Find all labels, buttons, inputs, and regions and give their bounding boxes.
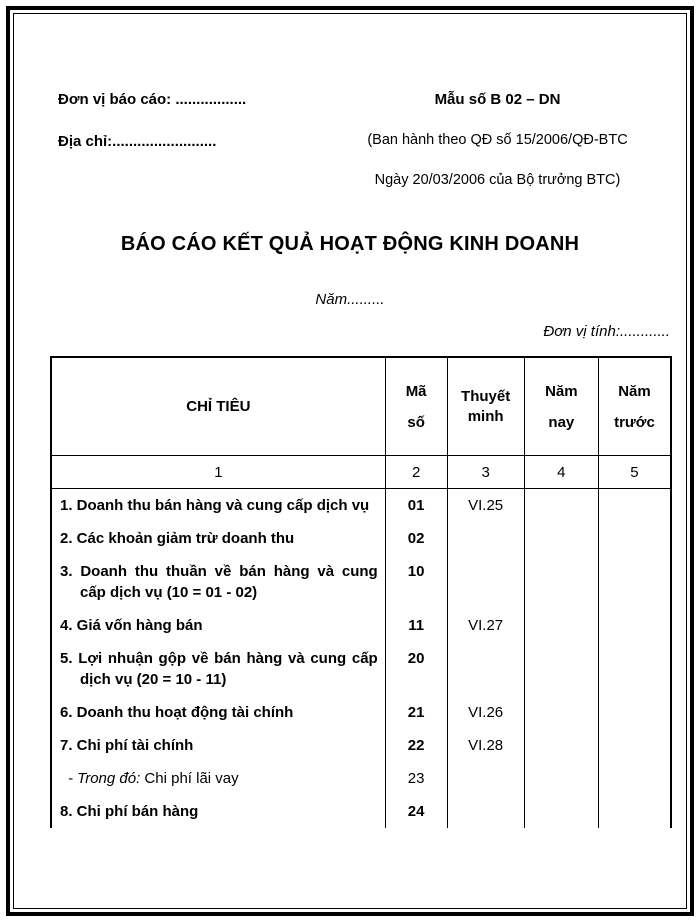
col-num-3: 3	[448, 456, 525, 488]
row-code: 23	[386, 762, 448, 795]
row-current-year-value	[525, 696, 599, 729]
row-note: VI.26	[448, 696, 525, 729]
row-note	[448, 795, 525, 828]
col-num-1: 1	[52, 456, 386, 488]
row-previous-year-value	[599, 642, 670, 696]
currency-unit-field: Đơn vị tính:............	[543, 323, 670, 340]
row-code: 01	[386, 489, 448, 522]
table-header-row	[52, 358, 670, 456]
row-current-year-value	[525, 522, 599, 555]
header-note: Thuyết minh	[448, 358, 525, 455]
issued-line-1: (Ban hành theo QĐ số 15/2006/QĐ-BTC	[367, 132, 628, 148]
row-code: 22	[386, 729, 448, 762]
row-previous-year-value	[599, 762, 670, 795]
row-code: 20	[386, 642, 448, 696]
row-previous-year-value	[599, 795, 670, 828]
row-previous-year-value	[599, 729, 670, 762]
col-num-4: 4	[525, 456, 599, 488]
row-code: 21	[386, 696, 448, 729]
table-row: 5. Lợi nhuận gộp về bán hàng và cung cấp dịch vụ (20 = 10 - 11) 20	[52, 642, 670, 696]
table-row: 2. Các khoản giảm trừ doanh thu 02	[52, 522, 670, 555]
header-current-year: Năm nay	[525, 358, 599, 455]
row-current-year-value	[525, 729, 599, 762]
page-title: BÁO CÁO KẾT QUẢ HOẠT ĐỘNG KINH DOANH	[120, 233, 580, 255]
row-previous-year-value	[599, 696, 670, 729]
issued-line-2: Ngày 20/03/2006 của Bộ trưởng BTC)	[374, 172, 621, 188]
row-current-year-value	[525, 609, 599, 642]
table-row: 6. Doanh thu hoạt động tài chính 21 VI.26	[52, 696, 670, 729]
row-note: VI.28	[448, 729, 525, 762]
form-number: Mẫu số B 02 – DN	[434, 91, 561, 108]
row-note	[448, 762, 525, 795]
income-statement-table	[50, 356, 672, 828]
table-row: 4. Giá vốn hàng bán 11 VI.27	[52, 609, 670, 642]
row-previous-year-value	[599, 522, 670, 555]
row-note	[448, 642, 525, 696]
row-code: 24	[386, 795, 448, 828]
year-field: Năm.........	[315, 291, 385, 308]
header-left-block	[58, 86, 246, 170]
column-number-row	[52, 456, 670, 489]
row-note	[448, 555, 525, 609]
address-field: Địa chỉ:.........................	[58, 133, 217, 150]
table-row: 3. Doanh thu thuần về bán hàng và cung cấp dịch vụ (10 = 01 - 02) 10	[52, 555, 670, 609]
row-code: 11	[386, 609, 448, 642]
table-row: 1. Doanh thu bán hàng và cung cấp dịch vụ 01 VI.25	[52, 489, 670, 522]
row-code: 10	[386, 555, 448, 609]
row-note: VI.25	[448, 489, 525, 522]
table-body	[52, 489, 670, 828]
row-note	[448, 522, 525, 555]
table-row: - Trong đó: Chi phí lãi vay 23	[52, 762, 670, 795]
row-current-year-value	[525, 555, 599, 609]
header-code: Mã số	[386, 358, 448, 455]
row-note: VI.27	[448, 609, 525, 642]
row-code: 02	[386, 522, 448, 555]
row-current-year-value	[525, 795, 599, 828]
table-row: 8. Chi phí bán hàng 24	[52, 795, 670, 828]
col-num-5: 5	[630, 463, 639, 481]
header-criteria: CHỈ TIÊU	[52, 358, 386, 455]
header-right-block	[325, 86, 670, 206]
row-previous-year-value	[599, 609, 670, 642]
col-num-2: 2	[386, 456, 448, 488]
row-current-year-value	[525, 762, 599, 795]
row-previous-year-value	[599, 555, 670, 609]
row-previous-year-value	[599, 489, 670, 522]
report-unit-field: Đơn vị báo cáo: .................	[58, 91, 247, 108]
row-current-year-value	[525, 489, 599, 522]
table-row: 7. Chi phí tài chính 22 VI.28	[52, 729, 670, 762]
header-previous-year: Năm trước	[614, 382, 655, 431]
row-current-year-value	[525, 642, 599, 696]
